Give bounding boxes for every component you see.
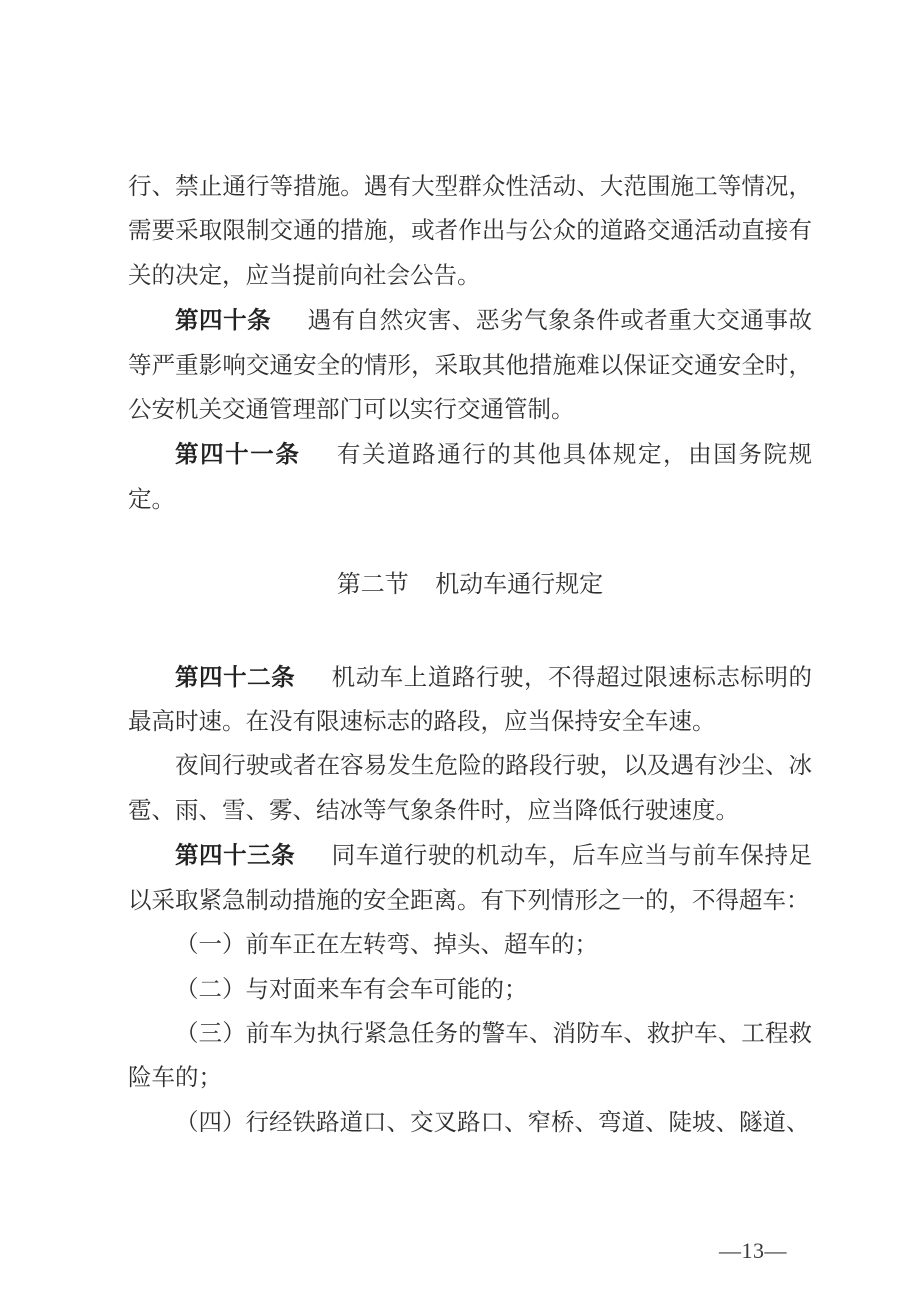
article-43-label: 第四十三条 <box>175 842 296 869</box>
section-number: 第二节 <box>336 572 409 599</box>
article-42-paragraph <box>128 655 812 745</box>
list-item-2: （二）与对面来车有会车可能的； <box>175 976 528 1003</box>
article-41-text: 有关道路通行的其他具体规定，由国务院规定。 <box>128 442 813 513</box>
document-page-body <box>128 0 812 1145</box>
article-43-paragraph <box>128 833 812 923</box>
page-footer <box>0 1236 920 1266</box>
continuation-paragraph: 行、禁止通行等措施。遇有大型群众性活动、大范围施工等情况，需要采取限制交通的措施，或者作出与公众的道路交通活动直接有关的决定，应当提前向社会公告。 <box>128 174 812 289</box>
section-title: 机动车通行规定 <box>435 572 604 599</box>
article-42-second-paragraph: 夜间行驶或者在容易发生危险的路段行驶，以及遇有沙尘、冰雹、雨、雪、雾、结冰等气象条件时，应当降低行驶速度。 <box>128 753 812 824</box>
list-item-1: （一）前车正在左转弯、掉头、超车的； <box>175 932 598 959</box>
article-42-label: 第四十二条 <box>175 663 296 690</box>
page-number: —13— <box>719 1238 787 1263</box>
article-41-label: 第四十一条 <box>175 441 301 468</box>
article-42-text: 机动车上道路行驶，不得超过限速标志标明的最高时速。在没有限速标志的路段，应当保持安全车速。 <box>128 664 813 736</box>
section-heading <box>128 563 812 607</box>
article-43-text: 同车道行驶的机动车，后车应当与前车保持足以采取紧急制动措施的安全距离。有下列情形之一的，不得超车： <box>128 843 813 914</box>
article-41-paragraph <box>128 432 812 522</box>
article-40-text: 遇有自然灾害、恶劣气象条件或者重大交通事故等严重影响交通安全的情形，采取其他措施难以保证交通安全时，公安机关交通管理部门可以实行交通管制。 <box>128 308 813 424</box>
article-40-label: 第四十条 <box>175 307 272 334</box>
article-40-paragraph <box>128 298 812 432</box>
list-item-3: （三）前车为执行紧急任务的警车、消防车、救护车、工程救险车的； <box>128 1020 812 1092</box>
list-item-4: （四）行经铁路道口、交叉路口、窄桥、弯道、陡坡、隧道、 <box>175 1109 810 1136</box>
